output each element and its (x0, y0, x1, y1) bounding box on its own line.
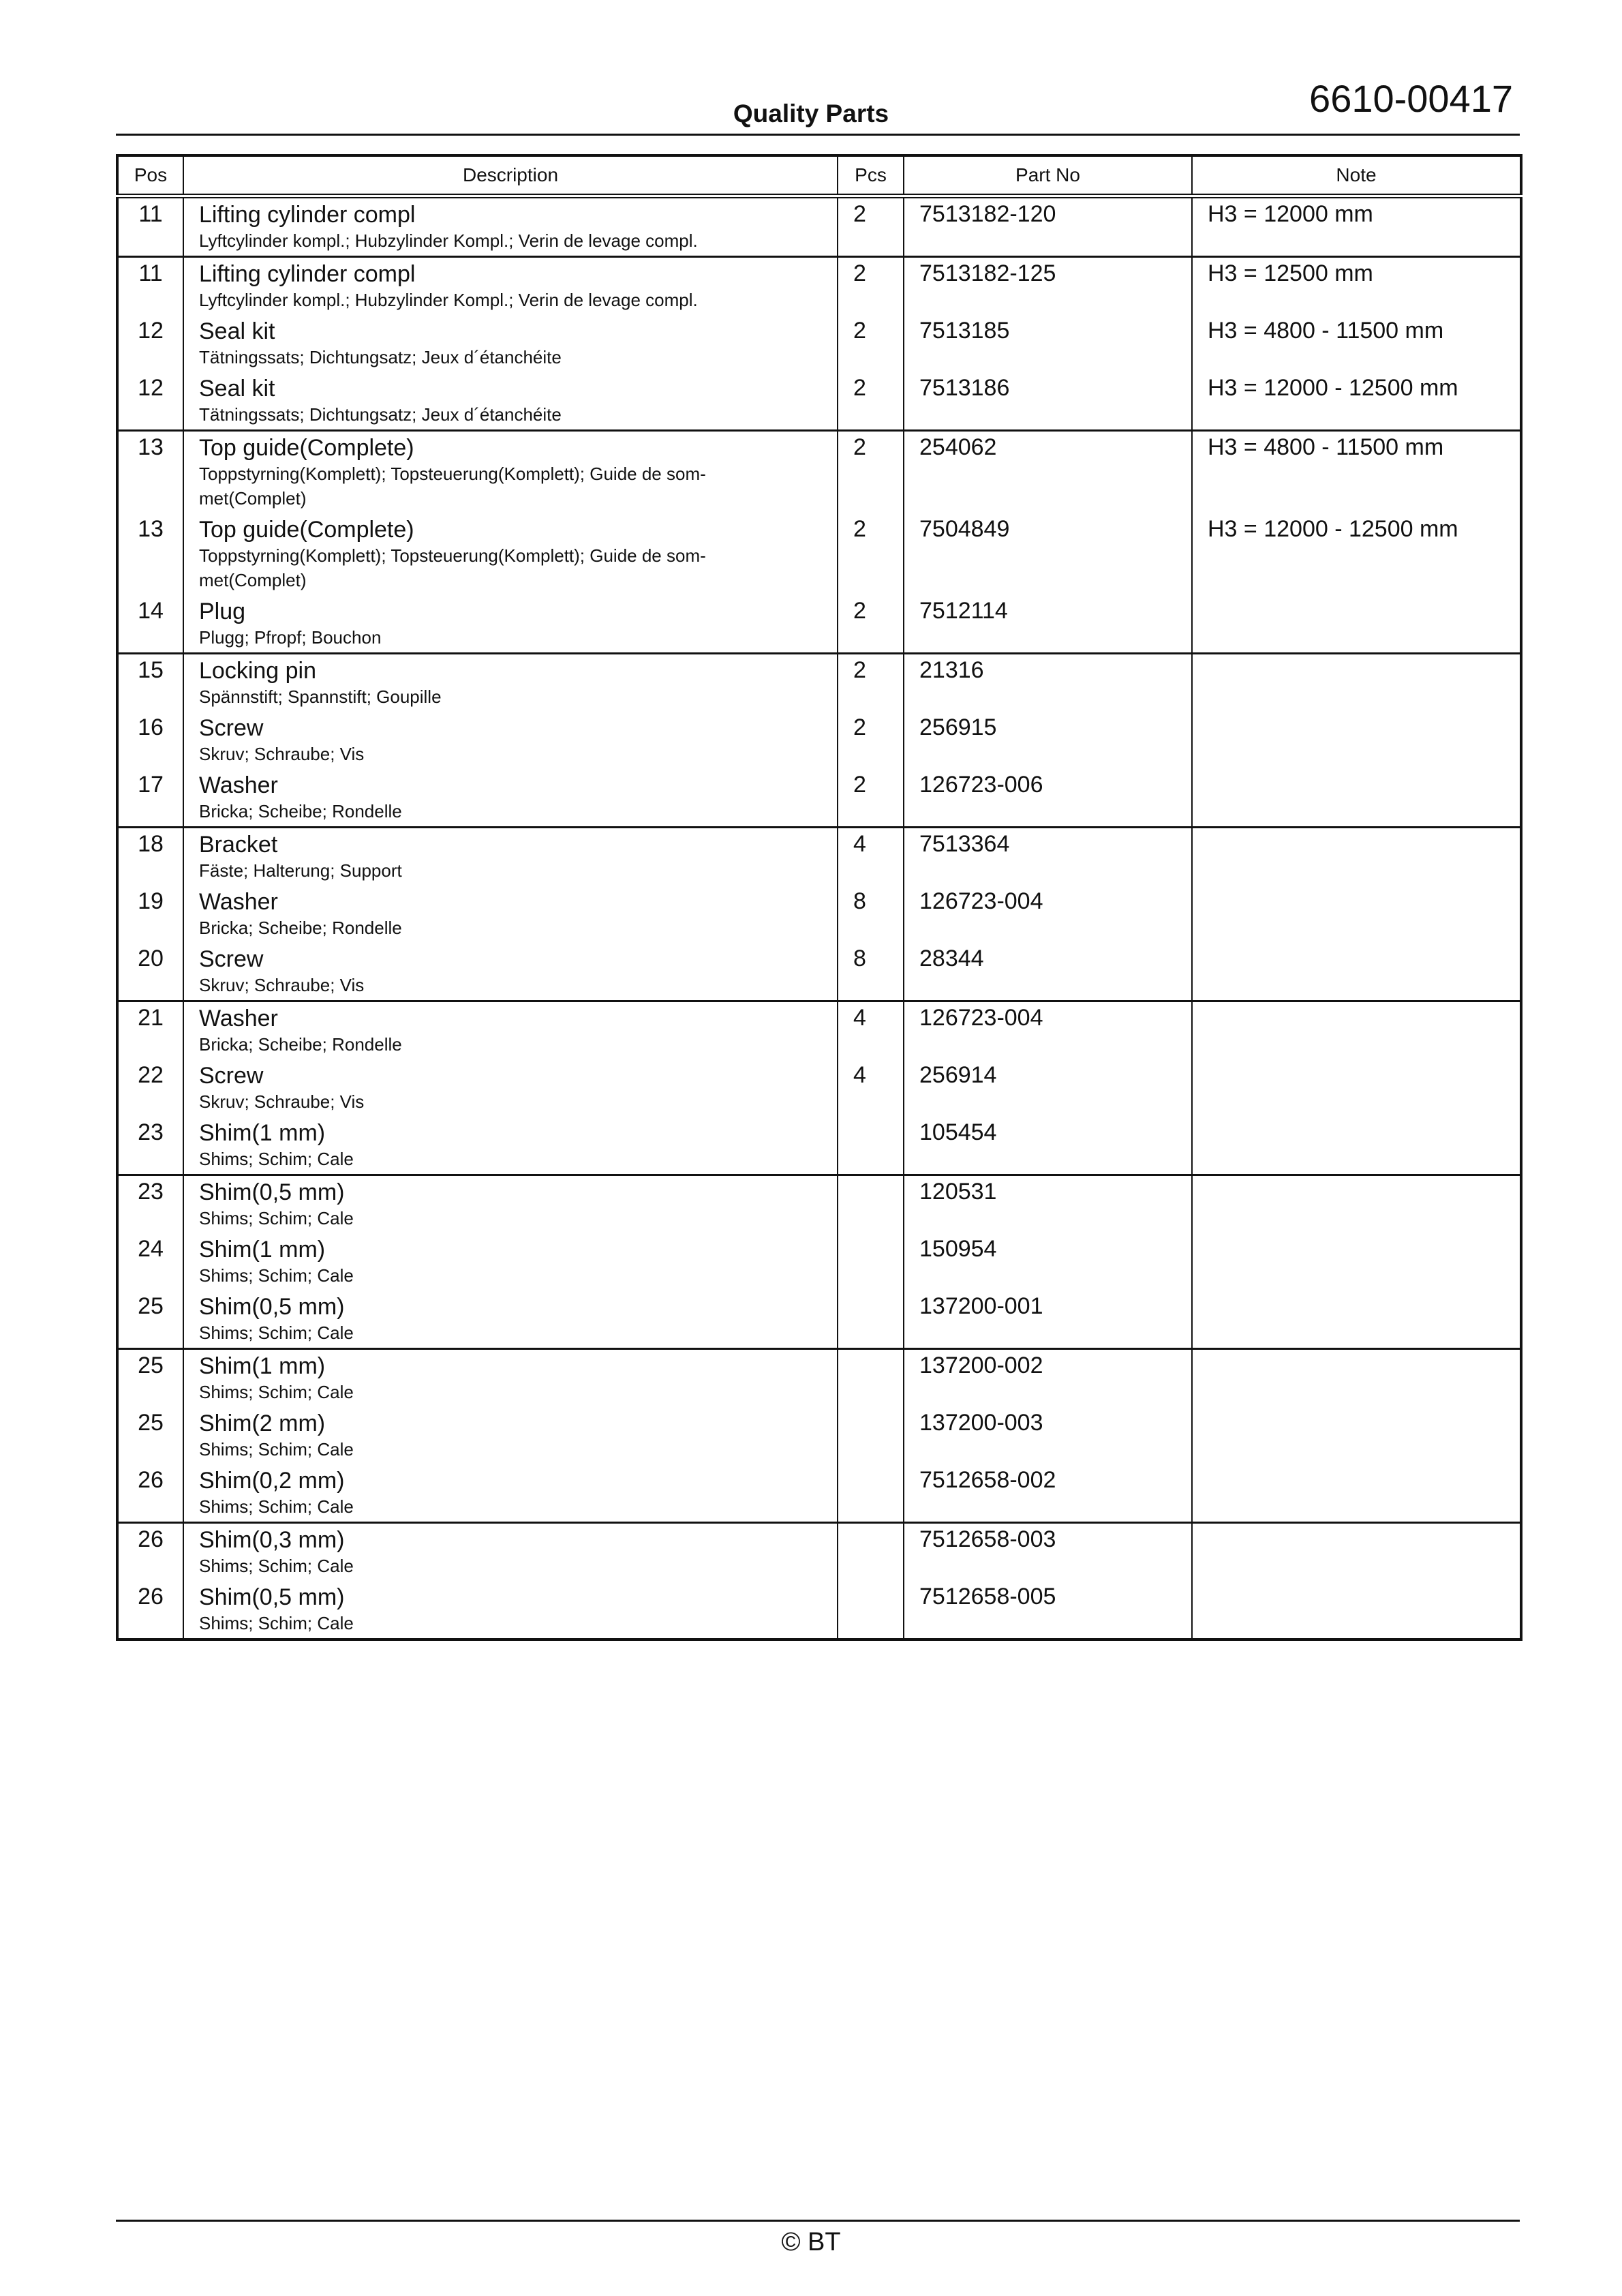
description-translations: Shims; Schim; Cale (199, 1265, 354, 1286)
table-row (117, 1290, 1521, 1349)
column-header-part-no: Part No (904, 155, 1192, 196)
description-translations: Skruv; Schraube; Vis (199, 1091, 365, 1112)
description-translations: Shims; Schim; Cale (199, 1323, 354, 1343)
description-translations: Spännstift; Spannstift; Goupille (199, 686, 442, 707)
description-translations: Fäste; Halterung; Support (199, 860, 402, 881)
cell-note: H3 = 12000 - 12500 mm (1192, 372, 1521, 431)
cell-note: H3 = 12000 - 12500 mm (1192, 513, 1521, 595)
cell-pcs: 2 (838, 372, 904, 431)
cell-description (183, 196, 838, 257)
cell-part-no: 254062 (904, 431, 1192, 514)
cell-pos: 18 (117, 828, 183, 886)
cell-pos: 13 (117, 513, 183, 595)
cell-pos: 25 (117, 1290, 183, 1349)
description-name: Seal kit (199, 376, 275, 402)
description-name: Washer (199, 1006, 278, 1031)
cell-pos: 26 (117, 1581, 183, 1640)
table-row (117, 595, 1521, 654)
cell-pcs: 4 (838, 828, 904, 886)
cell-pcs: 2 (838, 712, 904, 769)
column-header-note: Note (1192, 155, 1521, 196)
cell-note (1192, 1001, 1521, 1060)
cell-description (183, 1233, 838, 1290)
description-translations: Lyftcylinder kompl.; Hubzylinder Kompl.; Verin de levage compl. (199, 290, 698, 310)
cell-description (183, 1349, 838, 1408)
cell-pos: 11 (117, 196, 183, 257)
cell-part-no: 28344 (904, 943, 1192, 1001)
column-header-pos: Pos (117, 155, 183, 196)
table-row (117, 828, 1521, 886)
table-row (117, 943, 1521, 1001)
cell-pcs (838, 1290, 904, 1349)
cell-note (1192, 1407, 1521, 1464)
description-translations: Toppstyrning(Komplett); Topsteuerung(Komplett); Guide de som-met(Complet) (199, 464, 706, 509)
cell-note (1192, 1059, 1521, 1117)
cell-pos: 21 (117, 1001, 183, 1060)
cell-part-no: 256914 (904, 1059, 1192, 1117)
cell-part-no: 120531 (904, 1175, 1192, 1234)
description-name: Locking pin (199, 658, 317, 684)
cell-part-no: 7513186 (904, 372, 1192, 431)
description-name: Lifting cylinder compl (199, 261, 416, 287)
description-name: Washer (199, 889, 278, 915)
cell-description (183, 1117, 838, 1175)
parts-table-body (117, 196, 1521, 1640)
cell-pos: 11 (117, 257, 183, 316)
cell-note (1192, 1581, 1521, 1640)
cell-note (1192, 1290, 1521, 1349)
cell-pcs: 2 (838, 654, 904, 712)
description-name: Washer (199, 772, 278, 798)
cell-pos: 24 (117, 1233, 183, 1290)
cell-note (1192, 654, 1521, 712)
cell-part-no: 7512114 (904, 595, 1192, 654)
description-translations: Lyftcylinder kompl.; Hubzylinder Kompl.; Verin de levage compl. (199, 230, 698, 251)
cell-description (183, 886, 838, 943)
cell-note (1192, 1117, 1521, 1175)
description-name: Plug (199, 599, 246, 624)
cell-pos: 26 (117, 1464, 183, 1523)
cell-pcs: 8 (838, 943, 904, 1001)
table-row (117, 769, 1521, 828)
cell-pcs: 4 (838, 1001, 904, 1060)
cell-pcs (838, 1117, 904, 1175)
cell-note (1192, 595, 1521, 654)
cell-pos: 15 (117, 654, 183, 712)
cell-pos: 19 (117, 886, 183, 943)
cell-description (183, 1001, 838, 1060)
cell-pcs: 2 (838, 431, 904, 514)
cell-part-no: 137200-001 (904, 1290, 1192, 1349)
cell-description (183, 769, 838, 828)
description-translations: Shims; Schim; Cale (199, 1556, 354, 1576)
cell-note (1192, 1523, 1521, 1582)
cell-pos: 25 (117, 1349, 183, 1408)
cell-pcs: 8 (838, 886, 904, 943)
cell-pos: 26 (117, 1523, 183, 1582)
cell-part-no: 7513182-125 (904, 257, 1192, 316)
cell-description (183, 372, 838, 431)
cell-description (183, 1059, 838, 1117)
cell-description (183, 595, 838, 654)
table-row (117, 1001, 1521, 1060)
table-row (117, 1349, 1521, 1408)
table-row (117, 1175, 1521, 1234)
cell-description (183, 712, 838, 769)
description-translations: Shims; Schim; Cale (199, 1496, 354, 1517)
description-name: Shim(0,3 mm) (199, 1527, 345, 1553)
cell-note (1192, 712, 1521, 769)
cell-note (1192, 1175, 1521, 1234)
cell-note (1192, 769, 1521, 828)
description-name: Shim(2 mm) (199, 1410, 326, 1436)
cell-pos: 12 (117, 372, 183, 431)
cell-pos: 17 (117, 769, 183, 828)
cell-pos: 12 (117, 315, 183, 372)
cell-part-no: 21316 (904, 654, 1192, 712)
cell-description (183, 315, 838, 372)
cell-pcs: 4 (838, 1059, 904, 1117)
cell-part-no: 7504849 (904, 513, 1192, 595)
cell-pcs (838, 1233, 904, 1290)
cell-pos: 14 (117, 595, 183, 654)
table-header-row (117, 155, 1521, 196)
cell-pos: 25 (117, 1407, 183, 1464)
cell-part-no: 7513182-120 (904, 196, 1192, 257)
table-row (117, 712, 1521, 769)
cell-pcs (838, 1581, 904, 1640)
cell-part-no: 7512658-003 (904, 1523, 1192, 1582)
cell-part-no: 7513185 (904, 315, 1192, 372)
column-header-description: Description (183, 155, 838, 196)
description-name: Bracket (199, 832, 278, 858)
description-name: Seal kit (199, 318, 275, 344)
cell-part-no: 256915 (904, 712, 1192, 769)
cell-pos: 22 (117, 1059, 183, 1117)
table-row (117, 513, 1521, 595)
table-row (117, 1523, 1521, 1582)
table-row (117, 886, 1521, 943)
table-row (117, 257, 1521, 316)
cell-part-no: 7513364 (904, 828, 1192, 886)
cell-description (183, 1175, 838, 1234)
description-translations: Skruv; Schraube; Vis (199, 975, 365, 995)
table-row (117, 431, 1521, 514)
cell-pcs (838, 1464, 904, 1523)
cell-pcs: 2 (838, 315, 904, 372)
cell-part-no: 137200-003 (904, 1407, 1192, 1464)
cell-pcs (838, 1349, 904, 1408)
cell-pcs: 2 (838, 513, 904, 595)
cell-note (1192, 1233, 1521, 1290)
cell-pcs (838, 1523, 904, 1582)
description-translations: Bricka; Scheibe; Rondelle (199, 1034, 402, 1055)
cell-part-no: 126723-004 (904, 886, 1192, 943)
cell-pcs (838, 1175, 904, 1234)
table-row (117, 372, 1521, 431)
cell-part-no: 150954 (904, 1233, 1192, 1290)
description-name: Screw (199, 715, 264, 741)
cell-pos: 23 (117, 1117, 183, 1175)
description-translations: Toppstyrning(Komplett); Topsteuerung(Komplett); Guide de som-met(Complet) (199, 545, 706, 590)
cell-description (183, 943, 838, 1001)
cell-description (183, 1464, 838, 1523)
cell-description (183, 1523, 838, 1582)
parts-table (116, 154, 1522, 1641)
cell-pcs: 2 (838, 595, 904, 654)
table-row (117, 1407, 1521, 1464)
cell-note (1192, 943, 1521, 1001)
cell-description (183, 654, 838, 712)
description-translations: Bricka; Scheibe; Rondelle (199, 918, 402, 938)
table-row (117, 1464, 1521, 1523)
cell-note: H3 = 4800 - 11500 mm (1192, 431, 1521, 514)
cell-part-no: 126723-004 (904, 1001, 1192, 1060)
description-name: Shim(0,5 mm) (199, 1179, 345, 1205)
table-row (117, 1581, 1521, 1640)
footer-divider (116, 2220, 1520, 2222)
cell-pcs: 2 (838, 196, 904, 257)
cell-pos: 13 (117, 431, 183, 514)
description-translations: Plugg; Pfropf; Bouchon (199, 627, 382, 648)
cell-note (1192, 1464, 1521, 1523)
cell-description (183, 513, 838, 595)
description-name: Top guide(Complete) (199, 517, 414, 543)
description-translations: Shims; Schim; Cale (199, 1208, 354, 1228)
cell-part-no: 7512658-005 (904, 1581, 1192, 1640)
column-header-pcs: Pcs (838, 155, 904, 196)
cell-note (1192, 886, 1521, 943)
cell-description (183, 1581, 838, 1640)
cell-part-no: 105454 (904, 1117, 1192, 1175)
table-row (117, 1059, 1521, 1117)
table-row (117, 196, 1521, 257)
description-translations: Shims; Schim; Cale (199, 1439, 354, 1460)
table-row (117, 1233, 1521, 1290)
cell-part-no: 137200-002 (904, 1349, 1192, 1408)
description-translations: Shims; Schim; Cale (199, 1382, 354, 1402)
cell-part-no: 7512658-002 (904, 1464, 1192, 1523)
description-name: Shim(0,5 mm) (199, 1294, 345, 1320)
copyright: © BT (781, 2228, 841, 2256)
cell-description (183, 1290, 838, 1349)
page-title: Quality Parts (733, 100, 889, 127)
header-divider (116, 134, 1520, 136)
cell-description (183, 1407, 838, 1464)
cell-note: H3 = 12000 mm (1192, 196, 1521, 257)
cell-pcs (838, 1407, 904, 1464)
table-row (117, 315, 1521, 372)
cell-pcs: 2 (838, 257, 904, 316)
description-name: Shim(0,2 mm) (199, 1468, 345, 1494)
description-translations: Skruv; Schraube; Vis (199, 744, 365, 764)
cell-pos: 23 (117, 1175, 183, 1234)
description-translations: Shims; Schim; Cale (199, 1613, 354, 1633)
cell-pos: 20 (117, 943, 183, 1001)
description-translations: Tätningssats; Dichtungsatz; Jeux d´étanchéite (199, 404, 562, 425)
description-name: Top guide(Complete) (199, 435, 414, 461)
cell-description (183, 828, 838, 886)
cell-note (1192, 828, 1521, 886)
document-number: 6610-00417 (1309, 77, 1513, 120)
description-name: Screw (199, 946, 264, 972)
cell-note (1192, 1349, 1521, 1408)
cell-note: H3 = 12500 mm (1192, 257, 1521, 316)
cell-note: H3 = 4800 - 11500 mm (1192, 315, 1521, 372)
cell-pos: 16 (117, 712, 183, 769)
cell-pcs: 2 (838, 769, 904, 828)
description-translations: Bricka; Scheibe; Rondelle (199, 801, 402, 821)
description-name: Shim(1 mm) (199, 1120, 326, 1146)
description-translations: Shims; Schim; Cale (199, 1149, 354, 1169)
description-translations: Tätningssats; Dichtungsatz; Jeux d´étanchéite (199, 347, 562, 367)
table-row (117, 654, 1521, 712)
cell-part-no: 126723-006 (904, 769, 1192, 828)
description-name: Screw (199, 1063, 264, 1089)
description-name: Lifting cylinder compl (199, 202, 416, 228)
cell-description (183, 257, 838, 316)
description-name: Shim(1 mm) (199, 1237, 326, 1263)
cell-description (183, 431, 838, 514)
description-name: Shim(1 mm) (199, 1353, 326, 1379)
description-name: Shim(0,5 mm) (199, 1584, 345, 1610)
table-row (117, 1117, 1521, 1175)
